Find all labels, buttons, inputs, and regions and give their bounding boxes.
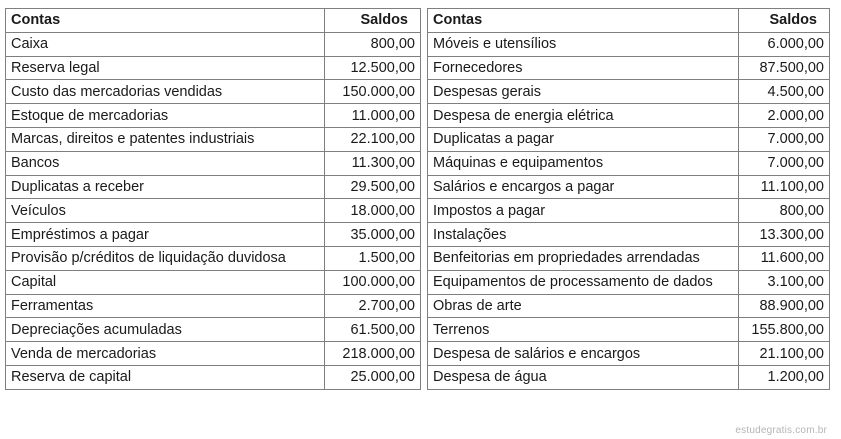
table-row	[6, 56, 421, 80]
table-row	[428, 270, 830, 294]
account-name-cell: Salários e encargos a pagar	[428, 175, 739, 199]
account-balance-cell: 2.700,00	[325, 294, 421, 318]
header-saldos: Saldos	[325, 9, 421, 33]
header-contas: Contas	[428, 9, 739, 33]
table-row	[6, 80, 421, 104]
account-name-cell: Duplicatas a pagar	[428, 127, 739, 151]
table-row	[428, 56, 830, 80]
account-name-cell: Veículos	[6, 199, 325, 223]
table-row	[428, 199, 830, 223]
account-name-cell: Bancos	[6, 151, 325, 175]
account-name-cell: Provisão p/créditos de liquidação duvidosa	[6, 246, 325, 270]
account-name-cell: Custo das mercadorias vendidas	[6, 80, 325, 104]
table-row	[6, 175, 421, 199]
account-balance-cell: 800,00	[739, 199, 830, 223]
account-balance-cell: 13.300,00	[739, 223, 830, 247]
table-row	[428, 151, 830, 175]
account-name-cell: Caixa	[6, 32, 325, 56]
account-name-cell: Ferramentas	[6, 294, 325, 318]
account-balance-cell: 18.000,00	[325, 199, 421, 223]
table-row	[6, 318, 421, 342]
account-name-cell: Equipamentos de processamento de dados	[428, 270, 739, 294]
table-header-row	[428, 9, 830, 33]
account-name-cell: Marcas, direitos e patentes industriais	[6, 127, 325, 151]
account-balance-cell: 12.500,00	[325, 56, 421, 80]
account-name-cell: Instalações	[428, 223, 739, 247]
account-balance-cell: 800,00	[325, 32, 421, 56]
account-name-cell: Máquinas e equipamentos	[428, 151, 739, 175]
account-name-cell: Benfeitorias em propriedades arrendadas	[428, 246, 739, 270]
table-row	[6, 246, 421, 270]
account-balance-cell: 88.900,00	[739, 294, 830, 318]
account-name-cell: Despesa de água	[428, 365, 739, 389]
account-name-cell: Reserva legal	[6, 56, 325, 80]
table-row	[6, 32, 421, 56]
account-name-cell: Obras de arte	[428, 294, 739, 318]
account-name-cell: Despesa de salários e encargos	[428, 342, 739, 366]
accounts-table-right	[427, 8, 830, 390]
table-row	[6, 151, 421, 175]
table-row	[428, 104, 830, 128]
account-balance-cell: 218.000,00	[325, 342, 421, 366]
account-name-cell: Despesas gerais	[428, 80, 739, 104]
table-header-row	[6, 9, 421, 33]
account-balance-cell: 3.100,00	[739, 270, 830, 294]
site-watermark: estudegratis.com.br	[735, 425, 827, 436]
account-balance-cell: 155.800,00	[739, 318, 830, 342]
header-saldos: Saldos	[739, 9, 830, 33]
table-row	[6, 127, 421, 151]
table-row	[428, 294, 830, 318]
table-row	[428, 223, 830, 247]
table-row	[6, 199, 421, 223]
account-balance-cell: 1.500,00	[325, 246, 421, 270]
account-balance-cell: 6.000,00	[739, 32, 830, 56]
table-row	[6, 223, 421, 247]
table-row	[428, 246, 830, 270]
account-name-cell: Fornecedores	[428, 56, 739, 80]
account-balance-cell: 2.000,00	[739, 104, 830, 128]
account-name-cell: Venda de mercadorias	[6, 342, 325, 366]
account-name-cell: Terrenos	[428, 318, 739, 342]
table-row	[428, 365, 830, 389]
account-name-cell: Móveis e utensílios	[428, 32, 739, 56]
table-row	[6, 104, 421, 128]
account-balance-cell: 22.100,00	[325, 127, 421, 151]
table-body	[428, 32, 830, 389]
table-row	[6, 270, 421, 294]
table-row	[428, 342, 830, 366]
account-balance-cell: 87.500,00	[739, 56, 830, 80]
account-balance-cell: 29.500,00	[325, 175, 421, 199]
account-name-cell: Impostos a pagar	[428, 199, 739, 223]
account-name-cell: Estoque de mercadorias	[6, 104, 325, 128]
account-balance-cell: 11.100,00	[739, 175, 830, 199]
table-row	[428, 32, 830, 56]
account-balance-cell: 100.000,00	[325, 270, 421, 294]
table-row	[428, 80, 830, 104]
account-balance-cell: 4.500,00	[739, 80, 830, 104]
account-balance-cell: 150.000,00	[325, 80, 421, 104]
account-balance-cell: 7.000,00	[739, 151, 830, 175]
table-row	[6, 342, 421, 366]
account-balance-cell: 35.000,00	[325, 223, 421, 247]
account-balance-cell: 11.000,00	[325, 104, 421, 128]
table-row	[428, 127, 830, 151]
account-name-cell: Despesa de energia elétrica	[428, 104, 739, 128]
account-balance-cell: 21.100,00	[739, 342, 830, 366]
account-balance-cell: 7.000,00	[739, 127, 830, 151]
table-row	[428, 175, 830, 199]
account-balance-cell: 25.000,00	[325, 365, 421, 389]
account-name-cell: Empréstimos a pagar	[6, 223, 325, 247]
account-name-cell: Capital	[6, 270, 325, 294]
table-body	[6, 32, 421, 389]
table-row	[6, 294, 421, 318]
accounts-table-left	[5, 8, 421, 390]
table-row	[428, 318, 830, 342]
table-row	[6, 365, 421, 389]
account-balance-cell: 11.300,00	[325, 151, 421, 175]
account-balance-cell: 61.500,00	[325, 318, 421, 342]
account-name-cell: Depreciações acumuladas	[6, 318, 325, 342]
account-name-cell: Reserva de capital	[6, 365, 325, 389]
account-balance-cell: 1.200,00	[739, 365, 830, 389]
account-balance-cell: 11.600,00	[739, 246, 830, 270]
header-contas: Contas	[6, 9, 325, 33]
account-name-cell: Duplicatas a receber	[6, 175, 325, 199]
